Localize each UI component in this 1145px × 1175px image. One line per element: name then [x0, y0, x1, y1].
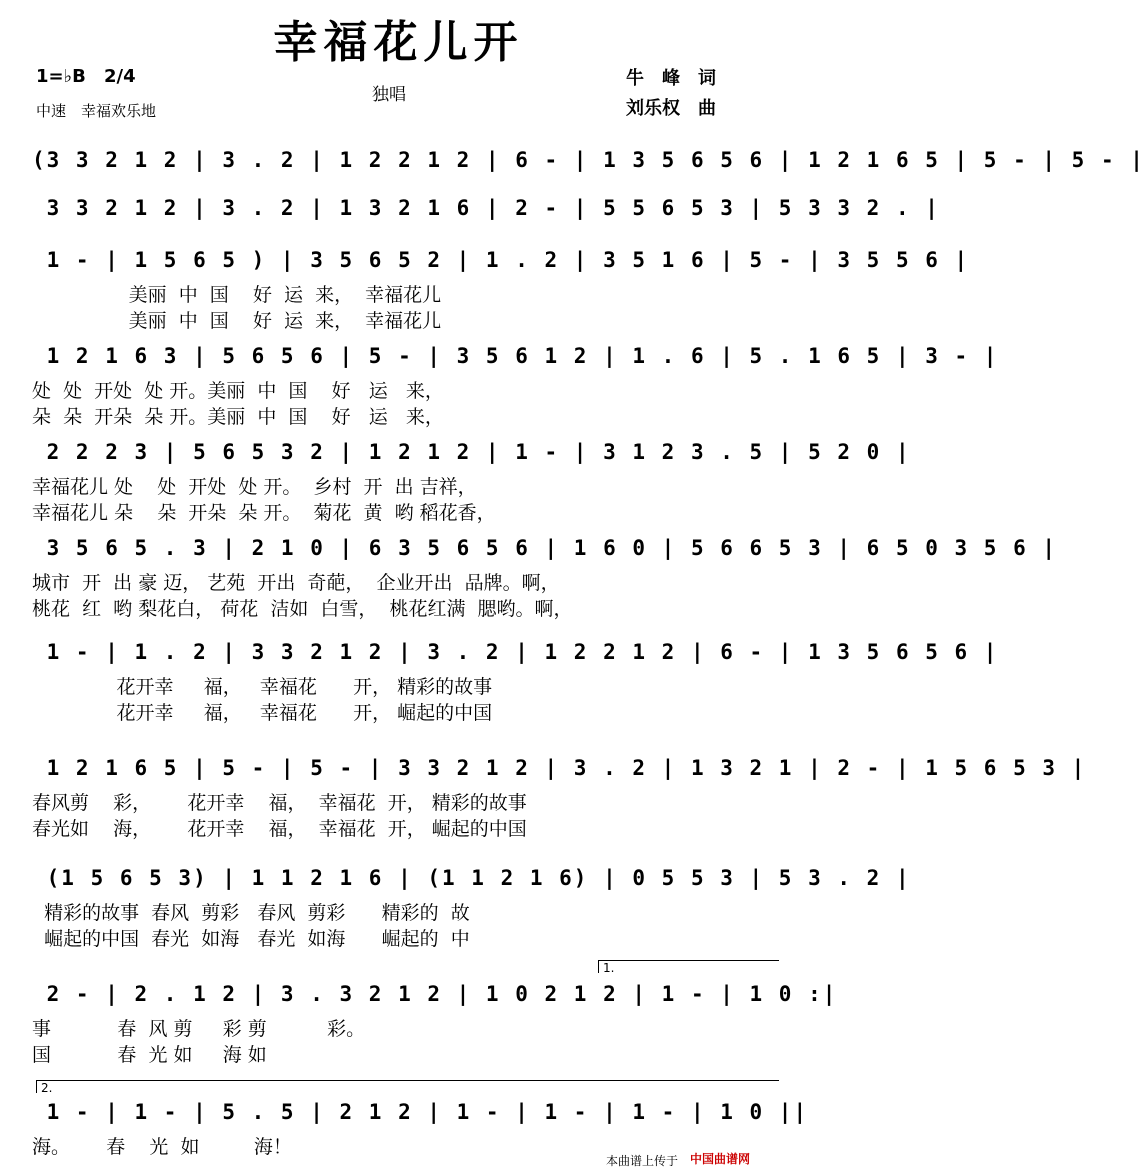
lyric-line-1: 幸福花儿 处 处 开处 处 开。 乡村 开 出 吉祥，: [32, 476, 477, 498]
lyric-line-1: 春风剪 彩， 花开幸 福， 幸福花 开， 精彩的故事: [32, 792, 527, 814]
lyric-line-2: 花开幸 福， 幸福花 开， 崛起的中国: [32, 702, 493, 724]
notation-row: 2 2 2 3 | 5 6 5 3 2 | 1 2 1 2 | 1 - | 3 1 2 3 . 5 | 5 2 0 |: [32, 440, 911, 464]
upload-note: 本曲谱上传于: [606, 1154, 679, 1168]
notation-row: 1 2 1 6 3 | 5 6 5 6 | 5 - | 3 5 6 1 2 | 1 . 6 | 5 . 1 6 5 | 3 - |: [32, 344, 999, 368]
notation-row: 1 - | 1 - | 5 . 5 | 2 1 2 | 1 - | 1 - | 1 - | 1 0 ||: [32, 1100, 809, 1124]
notation-row: 2 - | 2 . 1 2 | 3 . 3 2 1 2 | 1 0 2 1 2 | 1 - | 1 0 :|: [32, 982, 838, 1006]
lyric-line-2: 朵 朵 开朵 朵 开。美丽 中 国 好 运 来，: [32, 406, 444, 428]
lyric-line-2: 美丽 中 国 好 运 来， 幸福花儿: [32, 310, 442, 332]
notation-row: (1 5 6 5 3) | 1 1 2 1 6 | (1 1 2 1 6) | 0 5 5 3 | 5 3 . 2 |: [32, 866, 911, 890]
site-logo: 中国曲谱网: [690, 1152, 751, 1166]
volta-2: 2.: [36, 1080, 779, 1093]
lyric-line-1: 花开幸 福， 幸福花 开， 精彩的故事: [32, 676, 493, 698]
notation-row: 1 - | 1 . 2 | 3 3 2 1 2 | 3 . 2 | 1 2 2 1 2 | 6 - | 1 3 5 6 5 6 |: [32, 640, 999, 664]
lyric-line-1: 海。 春 光 如 海！: [32, 1136, 292, 1158]
song-title: 幸福花儿开: [273, 17, 524, 68]
tempo-marking: 中速 幸福欢乐地: [36, 102, 157, 120]
lyric-line-2: 春光如 海， 花开幸 福， 幸福花 开， 崛起的中国: [32, 818, 527, 840]
time-signature: 2/4: [104, 66, 136, 87]
lyric-line-2: 崛起的中国 春光 如海 春光 如海 崛起的 中: [32, 928, 470, 950]
lyric-line-1: 城市 开 出 豪 迈， 艺苑 开出 奇葩， 企业开出 品牌。啊，: [32, 572, 560, 594]
volta-1: 1.: [598, 960, 779, 973]
lyric-line-1: 事 春 风 剪 彩 剪 彩。: [32, 1018, 366, 1040]
notation-row: 3 5 6 5 . 3 | 2 1 0 | 6 3 5 6 5 6 | 1 6 0 | 5 6 6 5 3 | 6 5 0 3 5 6 |: [32, 536, 1058, 560]
key-signature: 1=♭B: [36, 66, 86, 87]
composer: 刘乐权 曲: [626, 98, 716, 119]
notation-row: 1 2 1 6 5 | 5 - | 5 - | 3 3 2 1 2 | 3 . 2 | 1 3 2 1 | 2 - | 1 5 6 5 3 |: [32, 756, 1087, 780]
lyric-line-1: 处 处 开处 处 开。美丽 中 国 好 运 来，: [32, 380, 444, 402]
lyric-line-1: 美丽 中 国 好 运 来， 幸福花儿: [32, 284, 442, 306]
notation-row: 1 - | 1 5 6 5 ) | 3 5 6 5 2 | 1 . 2 | 3 5 1 6 | 5 - | 3 5 5 6 |: [32, 248, 970, 272]
performance-style: 独唱: [372, 85, 406, 105]
lyricist: 牛 峰 词: [626, 68, 716, 89]
lyric-line-1: 精彩的故事 春风 剪彩 春风 剪彩 精彩的 故: [32, 902, 470, 924]
lyric-line-2: 桃花 红 哟 梨花白， 荷花 洁如 白雪， 桃花红满 腮哟。啊，: [32, 598, 573, 620]
notation-row: 3 3 2 1 2 | 3 . 2 | 1 3 2 1 6 | 2 - | 5 5 6 5 3 | 5 3 3 2 . |: [32, 196, 940, 220]
notation-row: (3 3 2 1 2 | 3 . 2 | 1 2 2 1 2 | 6 - | 1 3 5 6 5 6 | 1 2 1 6 5 | 5 - | 5 - |: [32, 148, 1145, 172]
lyric-line-2: 国 春 光 如 海 如: [32, 1044, 267, 1066]
lyric-line-2: 幸福花儿 朵 朵 开朵 朵 开。 菊花 黄 哟 稻花香，: [32, 502, 496, 524]
